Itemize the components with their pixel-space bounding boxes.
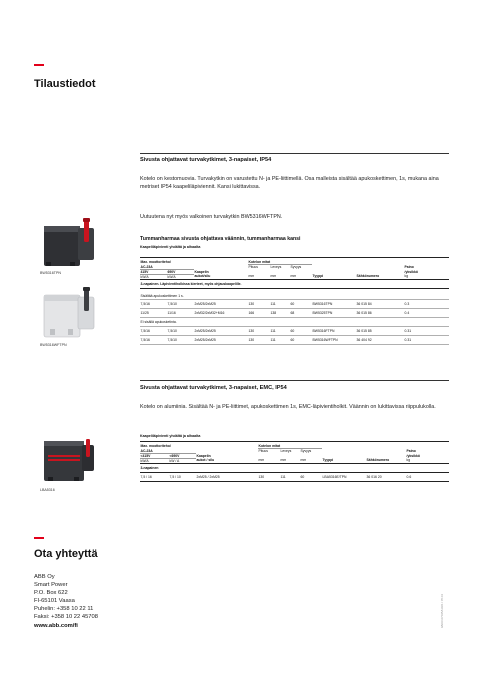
table-cell: BW5316FTPN xyxy=(312,326,356,335)
contact-heading: Ota yhteyttä xyxy=(34,548,98,560)
hdr-ac23a: AC-23A xyxy=(140,448,153,453)
table-cell: 7,5/16 xyxy=(140,299,167,308)
table-cell: 0.6 xyxy=(406,472,449,481)
section1-paragraph: Kotelo on kestomuovia. Turvakytkin on varustettu N- ja PE-liittimellä. Osa malleista sisältää apukoskettimen, 1s, mukana aina metriset IP54 kaapeliläpiviennit. Kansi lukittavissa. xyxy=(140,176,439,191)
table-cell: 130 xyxy=(248,326,270,335)
table-cell: 0.4 xyxy=(404,308,449,317)
table-cell: 7,5/10 xyxy=(167,299,194,308)
unit-kw-a: kW/A xyxy=(140,274,167,279)
product-image-white-switch xyxy=(40,285,100,340)
contact-line: FI-65101 Vaasa xyxy=(34,598,75,605)
table-cell: 130 xyxy=(248,335,270,344)
table-cell: 11/16 xyxy=(167,308,194,317)
hdr-dimensions: Kotelon mitat xyxy=(258,442,322,449)
table-cell: BW5316TPN xyxy=(312,299,356,308)
hdr-weight-unit: /yksikkö xyxy=(404,269,418,274)
table-cell: 68 xyxy=(290,308,312,317)
table-cell: 111 xyxy=(270,326,290,335)
group-row: 3-napainen. Läpivientiholkissa kierteet, myös ohjauskaapelille. xyxy=(140,279,449,288)
table-cell: 60 xyxy=(290,335,312,344)
contact-line: Smart Power xyxy=(34,582,68,589)
section2-table-caption: Kaapeliläpivienti yhdältä ja alhaalta xyxy=(140,434,201,438)
hdr-depth: Syvyys xyxy=(290,265,312,270)
table-cell: 2xM25/2xM25 xyxy=(194,299,248,308)
contact-block xyxy=(34,573,194,630)
hdr-cable-2: aukot / silu xyxy=(196,458,258,463)
group-row: 3-napainen xyxy=(140,463,449,472)
hdr-enumber: Sähkönumero xyxy=(356,274,404,279)
unit-mm-2: mm xyxy=(280,458,300,463)
hdr-690v: 690V xyxy=(167,269,194,274)
hdr-width: Leveys xyxy=(280,449,300,454)
unit-kw-a-2: kW / A xyxy=(169,458,196,463)
unit-kw-a-2: kW/A xyxy=(167,274,194,279)
table-cell: 60 xyxy=(300,472,322,481)
unit-kg: kg xyxy=(404,274,449,279)
section1-rule xyxy=(140,153,449,154)
hdr-type: Tyyppi xyxy=(312,274,356,279)
table-cell: BW5316WFTPN xyxy=(312,335,356,344)
section1-title: Sivusta ohjattavat turvakytkimet, 3-napaiset, IP54 xyxy=(140,157,272,163)
product-caption-1: BW5316TPN xyxy=(40,271,61,275)
table-cell: 60 xyxy=(290,326,312,335)
contact-web-link[interactable]: www.abb.com/fi xyxy=(34,622,78,629)
unit-mm-1: mm xyxy=(248,274,270,279)
table-cell: 36 016 20 xyxy=(366,472,406,481)
hdr-motor-power: Max. moottoriteho/ xyxy=(140,258,194,265)
product-image-lba-switch xyxy=(40,433,100,485)
table-cell: 2xM32/2xM32+M16 xyxy=(194,308,248,317)
table-cell: 2xM25 / 2xM25 xyxy=(196,472,258,481)
section1-table xyxy=(140,257,449,345)
hdr-weight: Paino xyxy=(404,264,414,269)
table-cell: 166 xyxy=(248,308,270,317)
product-caption-3: LBA5316 xyxy=(40,488,55,492)
table-cell: 2xM25/2xM25 xyxy=(194,335,248,344)
unit-kw-a: kW/A xyxy=(140,458,169,463)
hdr-415v: <415V xyxy=(140,453,169,458)
hdr-weight: Paino xyxy=(406,448,416,453)
table-cell: 0.3 xyxy=(404,299,449,308)
page-heading: Tilaustiedot xyxy=(34,78,96,90)
section2-paragraph: Kotelo on alumiinia. Sisältää N- ja PE-liittimet, apukoskettimen 1s, EMC-läpivientiholkit. Väännin on lukittavissa riippulukolla. xyxy=(140,404,436,410)
table-cell: 111 xyxy=(280,472,300,481)
table-cell: 7,5 / 10 xyxy=(169,472,196,481)
section1-paragraph-new: Uutuutena nyt myös valkoinen turvakytkin BW5316WFTPN. xyxy=(140,214,283,220)
table-cell: 130 xyxy=(248,299,270,308)
hdr-ac23a: AC-23A xyxy=(140,264,153,269)
hdr-415v: 415V xyxy=(140,269,167,274)
product-image-dark-switch xyxy=(40,216,100,268)
table-cell: 36 015 85 xyxy=(356,326,404,335)
hdr-motor-power: Max. moottoriteho/ xyxy=(140,442,196,449)
contact-line: Puhelin: +358 10 22 11 xyxy=(34,606,94,613)
contact-line: P.O. Box 622 xyxy=(34,590,68,597)
table-cell: 36 015 84 xyxy=(356,299,404,308)
table-cell: BW5325TPN xyxy=(312,308,356,317)
unit-mm-1: mm xyxy=(258,458,280,463)
table-cell: 111 xyxy=(270,335,290,344)
unit-kg: kg xyxy=(406,458,449,463)
unit-mm-2: mm xyxy=(270,274,290,279)
hdr-cable-2: aukot/silu xyxy=(194,274,248,279)
group-row: Ei sisällä apukosketinta. xyxy=(140,317,449,326)
document-code: 9AKK107045A1061 / 05.04 xyxy=(440,594,444,628)
accent-dash-contact xyxy=(34,537,44,539)
table-cell: 130 xyxy=(258,472,280,481)
hdr-weight-unit: /yksikkö xyxy=(406,453,420,458)
hdr-length: Pituus xyxy=(258,449,280,454)
hdr-length: Pituus xyxy=(248,265,270,270)
hdr-690v: <690V xyxy=(169,453,196,458)
group-row: Sisältää apukoskettimen 1 s. xyxy=(140,293,449,300)
table-cell: 7,5 / 16 xyxy=(140,472,169,481)
section2-title: Sivusta ohjattavat turvakytkimet, 3-napaiset, EMC, IP54 xyxy=(140,385,287,391)
hdr-dimensions: Kotelon mitat xyxy=(248,258,312,265)
table-cell: 11/25 xyxy=(140,308,167,317)
section2-table xyxy=(140,441,449,482)
section1-subtitle: Tummanharmaa sivusta ohjattava väännin, tummanharmaa kansi xyxy=(140,236,301,242)
accent-dash-top xyxy=(34,64,44,66)
contact-line: ABB Oy xyxy=(34,574,55,580)
table-cell: 36 015 86 xyxy=(356,308,404,317)
hdr-cable: Kaapelin xyxy=(196,453,211,458)
hdr-enumber: Sähkönumero xyxy=(366,458,406,463)
hdr-width: Leveys xyxy=(270,265,290,270)
table-cell: LBA5316E/TPN xyxy=(322,472,366,481)
table-cell: 111 xyxy=(270,299,290,308)
table-cell: 36 404 92 xyxy=(356,335,404,344)
table-cell: 7,5/16 xyxy=(140,335,167,344)
table-cell: 60 xyxy=(290,299,312,308)
unit-mm-3: mm xyxy=(290,274,312,279)
hdr-type: Tyyppi xyxy=(322,458,366,463)
table-cell: 0.31 xyxy=(404,326,449,335)
table-cell: 7,5/10 xyxy=(167,335,194,344)
unit-mm-3: mm xyxy=(300,458,322,463)
table-cell: 2xM25/2xM25 xyxy=(194,326,248,335)
contact-line: Faksi: +358 10 22 45708 xyxy=(34,614,98,621)
table-cell: 138 xyxy=(270,308,290,317)
table-cell: 0.31 xyxy=(404,335,449,344)
hdr-cable: Kaapelin xyxy=(194,269,209,274)
product-caption-2: BW5316WFTPN xyxy=(40,343,67,347)
hdr-depth: Syvyys xyxy=(300,449,322,454)
section1-table-caption: Kaapeliläpivienti yhdältä ja alhaalta xyxy=(140,245,201,249)
table-cell: 7,5/16 xyxy=(140,326,167,335)
section2-rule xyxy=(140,380,449,381)
table-cell: 7,5/10 xyxy=(167,326,194,335)
